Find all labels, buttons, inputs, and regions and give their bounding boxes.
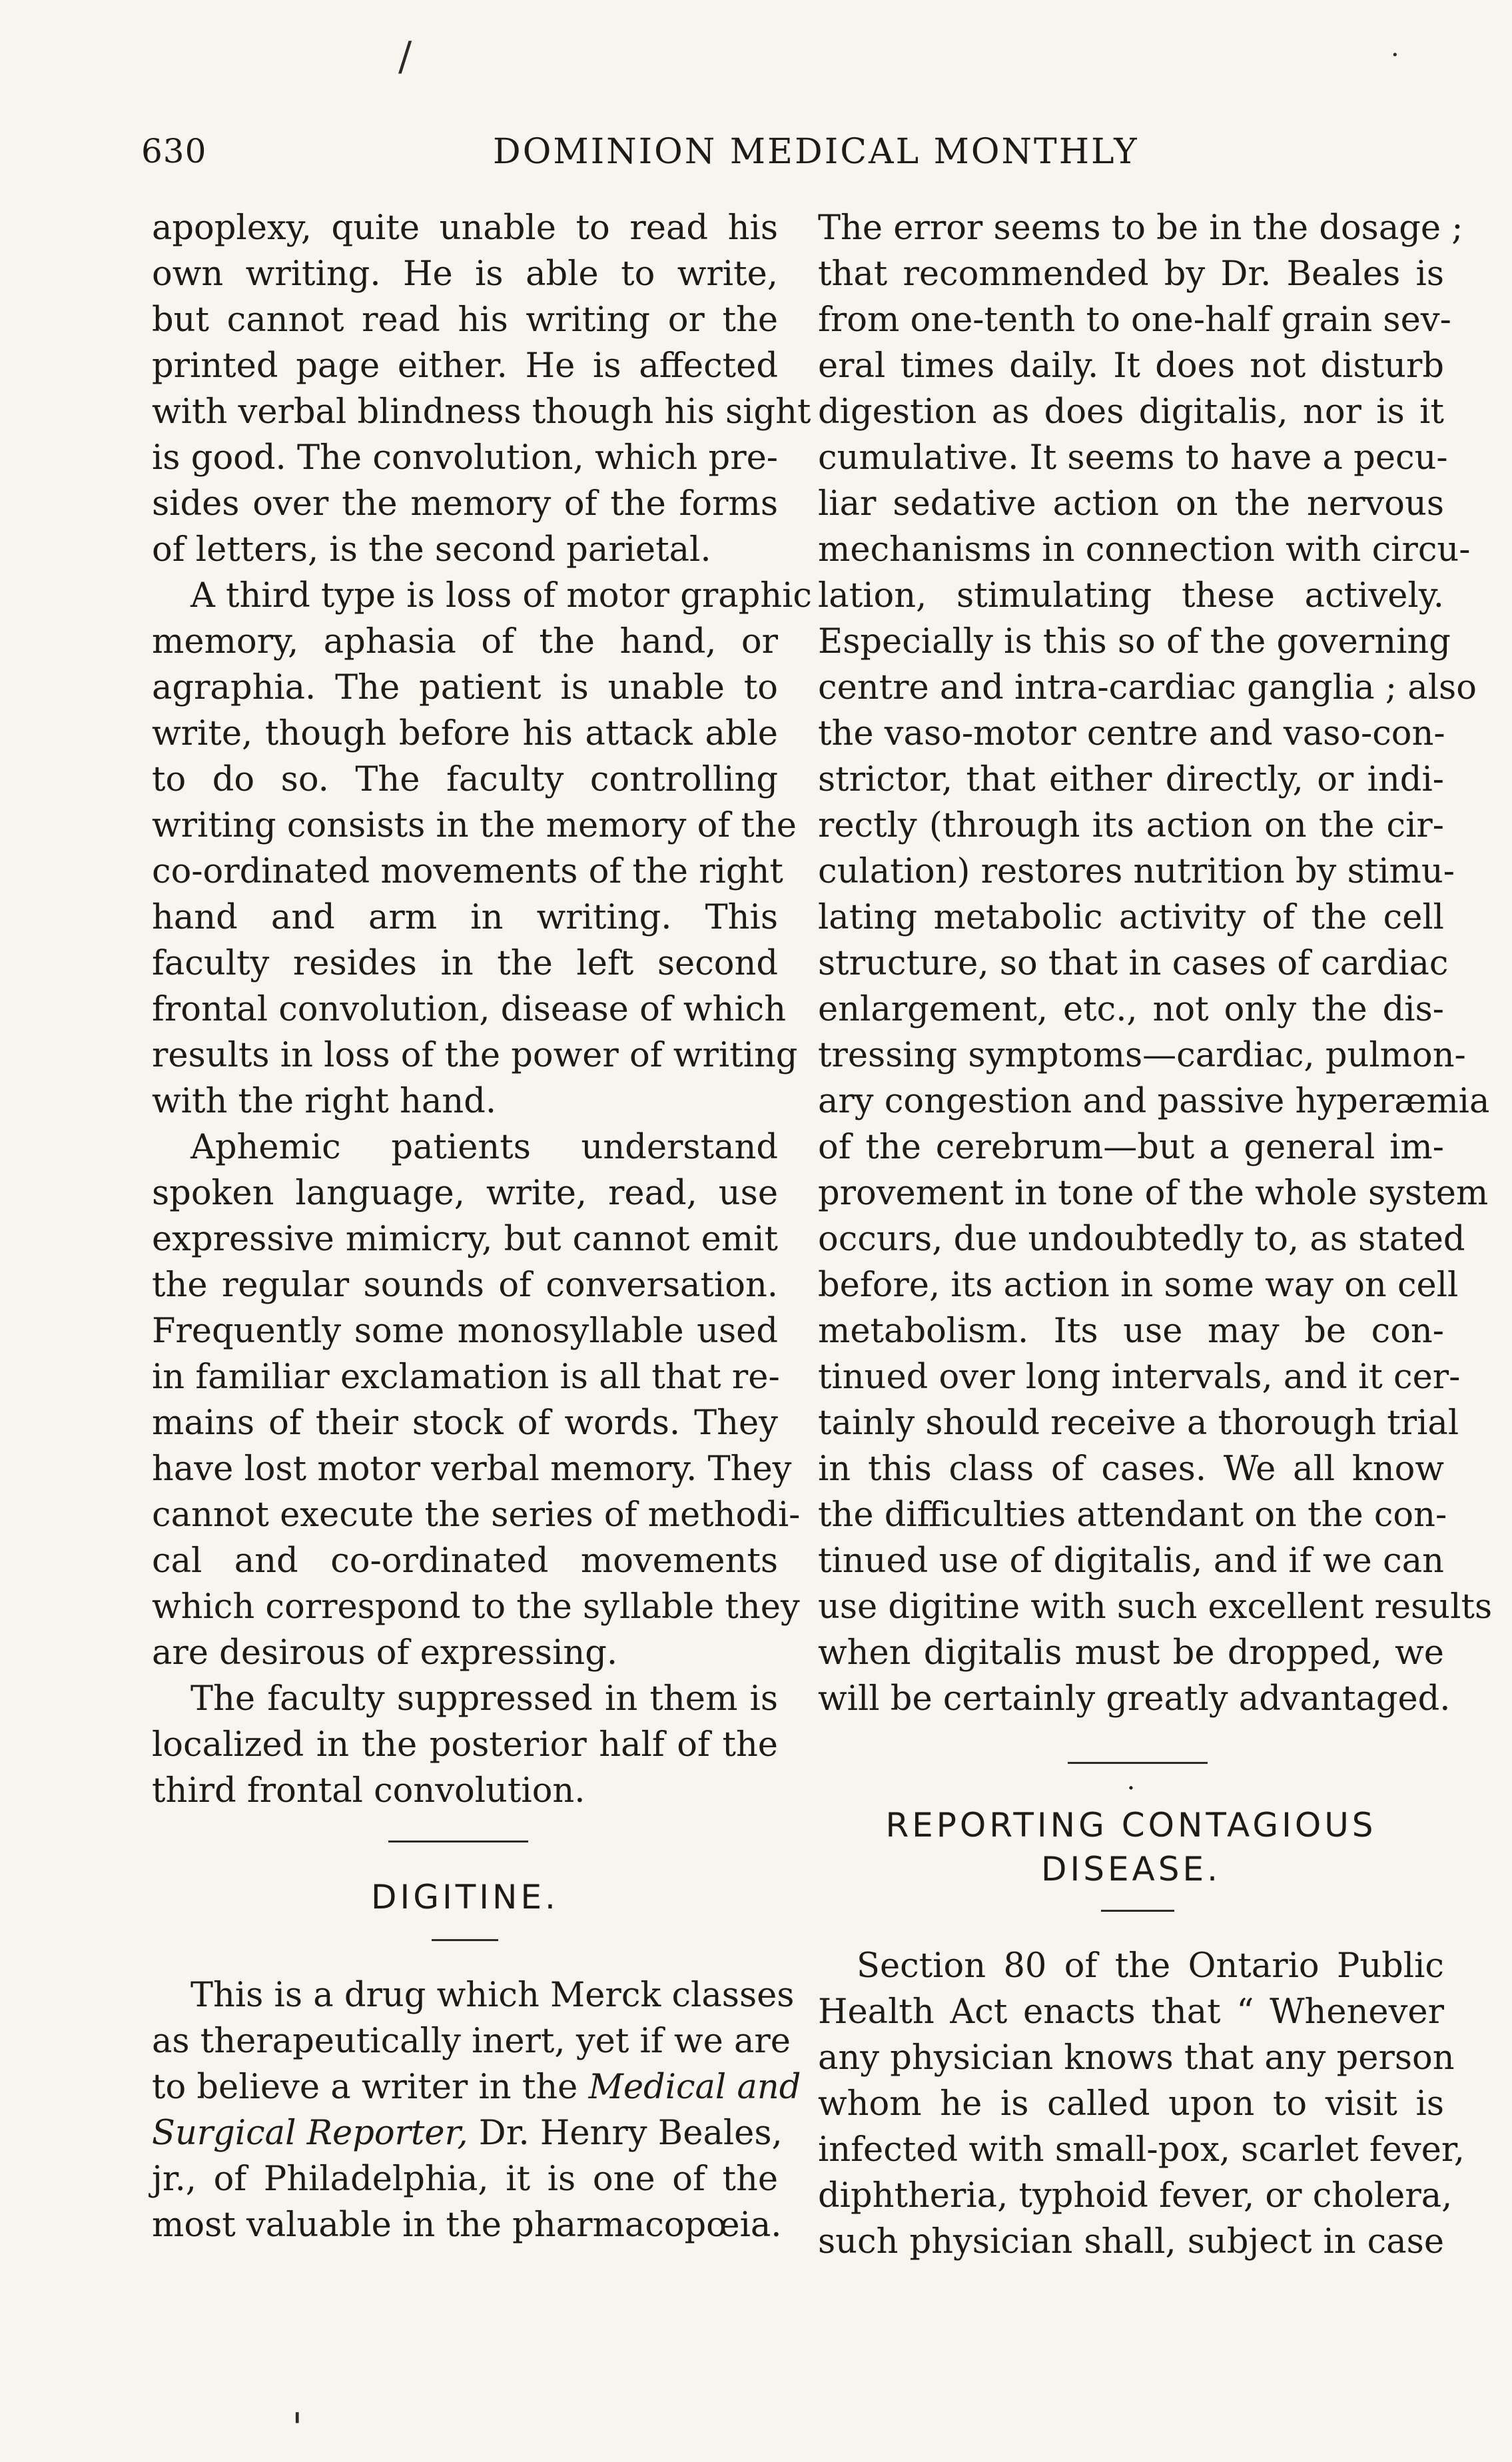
- text-line: tressing symptoms—cardiac, pulmon-: [818, 1036, 1466, 1075]
- text-line: sides over the memory of the forms: [152, 484, 778, 524]
- text-line: expressive mimicry, but cannot emit: [152, 1220, 778, 1259]
- running-title: DOMINION MEDICAL MONTHLY: [493, 132, 1139, 172]
- text-line: before, its action in some way on cell: [818, 1266, 1459, 1305]
- text-line: to do so. The faculty controlling: [152, 760, 778, 799]
- text-line: culation) restores nutrition by stimu-: [818, 852, 1455, 891]
- page-header: [0, 132, 1512, 179]
- text-line: The faculty suppressed in them is: [190, 1679, 778, 1719]
- text-line: that recommended by Dr. Beales is: [818, 254, 1444, 294]
- text-line: liar sedative action on the nervous: [818, 484, 1444, 524]
- digitine-heading: DIGITINE.: [371, 1878, 559, 1916]
- text-line: cumulative. It seems to have a pecu-: [818, 438, 1448, 478]
- text-line: with verbal blindness though his sight: [152, 392, 811, 432]
- text-line: most valuable in the pharmacopœia.: [152, 2206, 782, 2245]
- paragraph-agraphia: [152, 573, 812, 1124]
- text-line: infected with small-pox, scarlet fever,: [818, 2130, 1465, 2170]
- text-line: provement in tone of the whole system: [818, 1174, 1489, 1213]
- text-line: tinued use of digitalis, and if we can: [818, 1541, 1444, 1581]
- right-column: [818, 205, 1493, 2265]
- text-line: mains of their stock of words. They: [152, 1404, 778, 1443]
- text-line: with the right hand.: [152, 1082, 497, 1121]
- text-line: metabolism. Its use may be con-: [818, 1312, 1444, 1351]
- text-line: jr., of Philadelphia, it is one of the: [152, 2160, 778, 2199]
- reporting-heading: [818, 1803, 1444, 1891]
- text-line: cannot execute the series of methodi-: [152, 1495, 801, 1535]
- text-line: such physician shall, subject in case: [818, 2222, 1444, 2261]
- text-line: in this class of cases. We all know: [818, 1449, 1444, 1489]
- page-number: 630: [141, 132, 207, 171]
- divider-dot: ·: [1126, 1773, 1136, 1804]
- text-line: A third type is loss of motor graphic: [190, 576, 812, 616]
- section-divider: [818, 1722, 1444, 1782]
- text-line: of the cerebrum—but a general im-: [818, 1128, 1444, 1167]
- paragraph-aphemic: [152, 1124, 801, 1676]
- text-line: own writing. He is able to write,: [152, 254, 778, 294]
- text-line: hand and arm in writing. This: [152, 898, 778, 937]
- heading-underline: [152, 1919, 778, 1952]
- text-line: the regular sounds of conversation.: [152, 1266, 778, 1305]
- text-line: digestion as does digitalis, nor is it: [818, 392, 1444, 432]
- text-line: third frontal convolution.: [152, 1771, 585, 1811]
- journal-title-italic: Medical and: [588, 2068, 801, 2107]
- text-line: mechanisms in connection with circu-: [818, 530, 1471, 570]
- text-line: frontal convolution, disease of which: [152, 990, 787, 1029]
- text-line: Aphemic patients understand: [190, 1128, 778, 1167]
- left-column: [152, 205, 812, 2248]
- text-line: localized in the posterior half of the: [152, 1725, 778, 1765]
- text-line: [152, 2110, 783, 2156]
- text-line: The error seems to be in the dosage ;: [818, 208, 1463, 248]
- heading-underline: [818, 1891, 1444, 1931]
- text-line: is good. The convolution, which pre-: [152, 438, 778, 478]
- text-line: use digitine with such excellent results: [818, 1587, 1493, 1627]
- text-line: tinued over long intervals, and it cer-: [818, 1358, 1461, 1397]
- text-line: will be certainly greatly advantaged.: [818, 1679, 1451, 1719]
- text-line: enlargement, etc., not only the dis-: [818, 990, 1444, 1029]
- text-line: cal and co-ordinated movements: [152, 1541, 778, 1581]
- heading-line: REPORTING CONTAGIOUS: [885, 1806, 1377, 1845]
- text-line: memory, aphasia of the hand, or: [152, 622, 778, 661]
- text-line: write, though before his attack able: [152, 714, 778, 753]
- text-line: from one-tenth to one-half grain sev-: [818, 300, 1451, 340]
- text-line: the vaso-motor centre and vaso-con-: [818, 714, 1445, 753]
- text-line: are desirous of expressing.: [152, 1633, 618, 1673]
- paragraph-apoplexy: [152, 205, 811, 573]
- right-margin-dot: ·: [1391, 40, 1399, 71]
- paragraph-section-80: [818, 1943, 1465, 2265]
- paragraph-digitine: [152, 1972, 801, 2248]
- text-line: but cannot read his writing or the: [152, 300, 778, 340]
- text-line: Especially is this so of the governing: [818, 622, 1451, 661]
- section-divider: [152, 1814, 778, 1860]
- text-line: tainly should receive a thorough trial: [818, 1404, 1459, 1443]
- text-line: which correspond to the syllable they: [152, 1587, 800, 1627]
- text-line: Health Act enacts that “ Whenever: [818, 1992, 1444, 2032]
- text-line: Frequently some monosyllable used: [152, 1312, 778, 1351]
- text-line: co-ordinated movements of the right: [152, 852, 783, 891]
- text-line: [152, 2064, 801, 2110]
- text-line: have lost motor verbal memory. They: [152, 1449, 792, 1489]
- text-line: lating metabolic activity of the cell: [818, 898, 1444, 937]
- text-line: This is a drug which Merck classes: [190, 1976, 795, 2015]
- heading-line: DISEASE.: [1040, 1850, 1221, 1888]
- text-line: rectly (through its action on the cir-: [818, 806, 1444, 845]
- bottom-mark: ': [292, 2405, 303, 2451]
- top-mark: /: [398, 33, 412, 80]
- text-line: occurs, due undoubtedly to, as stated: [818, 1220, 1465, 1259]
- text-line: any physician knows that any person: [818, 2038, 1455, 2078]
- text-run: Dr. Henry Beales,: [468, 2114, 783, 2153]
- journal-title-italic: Surgical Reporter,: [152, 2114, 468, 2153]
- text-line: ary congestion and passive hyperæmia: [818, 1082, 1490, 1121]
- text-line: apoplexy, quite unable to read his: [152, 208, 778, 248]
- text-line: agraphia. The patient is unable to: [152, 668, 778, 707]
- text-line: when digitalis must be dropped, we: [818, 1633, 1444, 1673]
- text-line: centre and intra-cardiac ganglia ; also: [818, 668, 1477, 707]
- text-line: strictor, that either directly, or indi-: [818, 760, 1444, 799]
- text-line: writing consists in the memory of the: [152, 806, 797, 845]
- text-line: results in loss of the power of writing: [152, 1036, 798, 1075]
- text-line: the difficulties attendant on the con-: [818, 1495, 1447, 1535]
- text-line: spoken language, write, read, use: [152, 1174, 778, 1213]
- text-line: eral times daily. It does not disturb: [818, 346, 1444, 386]
- text-line: structure, so that in cases of cardiac: [818, 944, 1449, 983]
- text-line: lation, stimulating these actively.: [818, 576, 1444, 616]
- text-line: of letters, is the second parietal.: [152, 530, 711, 570]
- paragraph-faculty-suppressed: [152, 1676, 778, 1814]
- text-run: to believe a writer in the: [152, 2068, 589, 2107]
- text-line: diphtheria, typhoid fever, or cholera,: [818, 2176, 1453, 2216]
- text-line: whom he is called upon to visit is: [818, 2084, 1444, 2124]
- text-line: faculty resides in the left second: [152, 944, 778, 983]
- text-line: in familiar exclamation is all that re-: [152, 1358, 780, 1397]
- text-line: Section 80 of the Ontario Public: [857, 1946, 1444, 1986]
- text-line: printed page either. He is affected: [152, 346, 778, 386]
- paragraph-dosage: [818, 205, 1493, 1722]
- text-line: as therapeutically inert, yet if we are: [152, 2022, 791, 2061]
